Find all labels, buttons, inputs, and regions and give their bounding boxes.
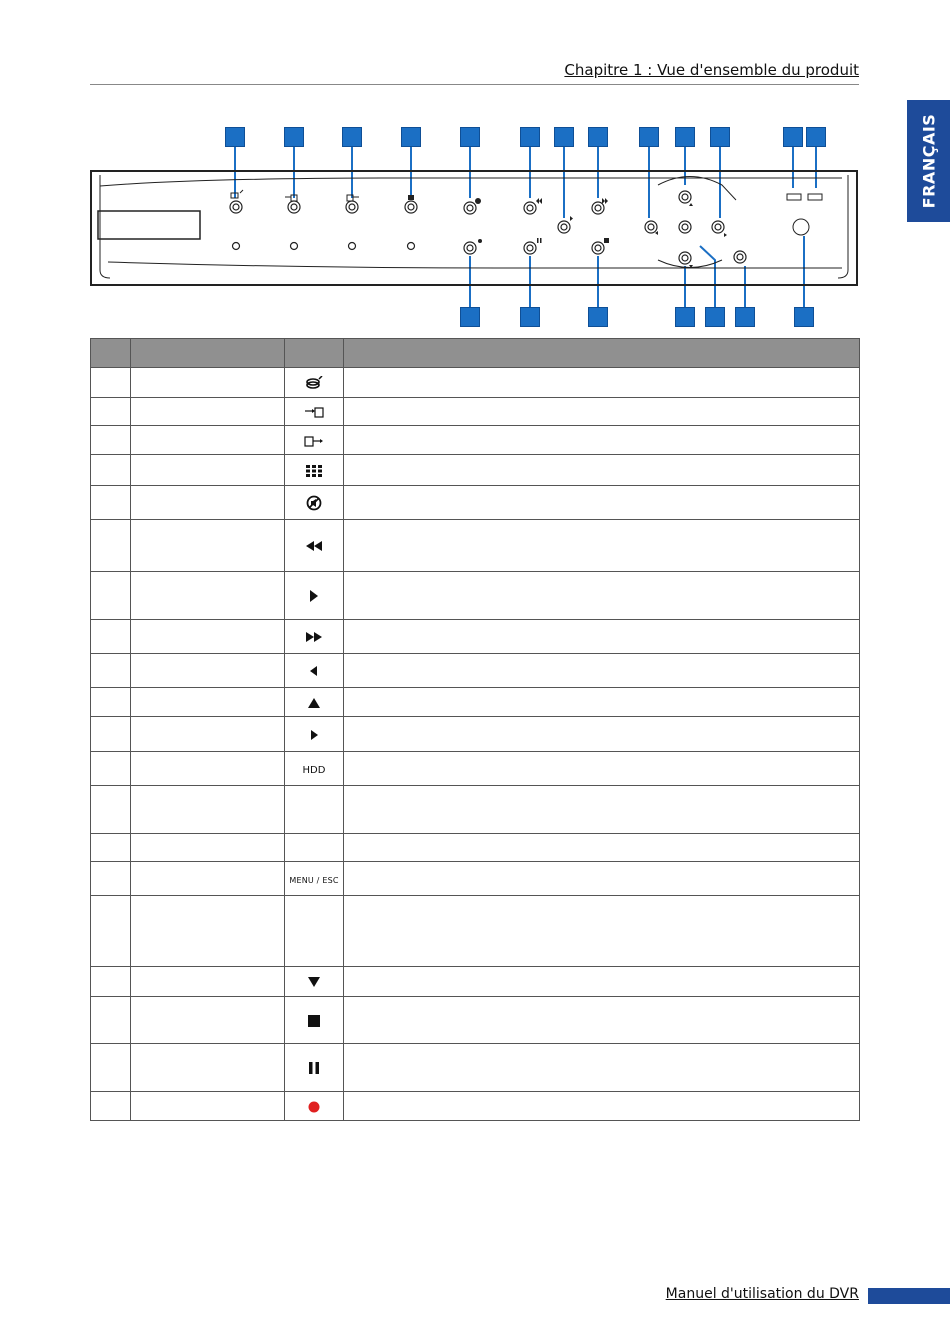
table-row — [91, 717, 860, 752]
table-row — [91, 426, 860, 455]
grid-icon — [306, 465, 322, 477]
table-row — [91, 834, 860, 862]
table-row — [91, 572, 860, 620]
table-row — [91, 786, 860, 834]
table-row — [91, 368, 860, 398]
header-icon — [285, 339, 344, 368]
controls-table — [90, 338, 860, 1121]
table-row — [91, 862, 860, 896]
table-row — [91, 620, 860, 654]
dvr-front-panel — [0, 0, 950, 340]
table-row — [91, 455, 860, 486]
table-row — [91, 1092, 860, 1121]
left-arrow-icon — [310, 666, 318, 676]
stop-icon — [308, 1015, 320, 1027]
play-icon — [309, 590, 319, 602]
table-row — [91, 520, 860, 572]
table-row — [91, 1044, 860, 1092]
down-arrow-icon — [308, 977, 320, 987]
table-row — [91, 752, 860, 786]
header-name — [131, 339, 285, 368]
menu-esc-label: MENU / ESC — [289, 875, 339, 885]
table-row — [91, 486, 860, 520]
table-row — [91, 896, 860, 967]
manual-title: Manuel d'utilisation du DVR — [665, 1286, 859, 1302]
mute-icon — [306, 495, 322, 511]
storage-icon — [305, 376, 323, 390]
record-icon — [308, 1101, 320, 1113]
header-description — [344, 339, 860, 368]
pause-icon — [309, 1062, 319, 1074]
fast-forward-icon — [305, 631, 323, 643]
up-arrow-icon — [308, 698, 320, 708]
chapter-title: Chapitre 1 : Vue d'ensemble du produit — [564, 61, 859, 79]
footer-bar — [868, 1288, 950, 1304]
input-icon — [304, 406, 324, 418]
rewind-icon — [305, 540, 323, 552]
table-header-row — [91, 339, 860, 368]
table-row — [91, 398, 860, 426]
hdd-label: HDD — [302, 764, 326, 776]
table-row — [91, 688, 860, 717]
table-row — [91, 967, 860, 997]
header-number — [91, 339, 131, 368]
table-row — [91, 997, 860, 1044]
language-tab-label: FRANÇAIS — [919, 113, 938, 209]
output-icon — [304, 435, 324, 447]
table-row — [91, 654, 860, 688]
right-arrow-icon — [310, 730, 318, 740]
